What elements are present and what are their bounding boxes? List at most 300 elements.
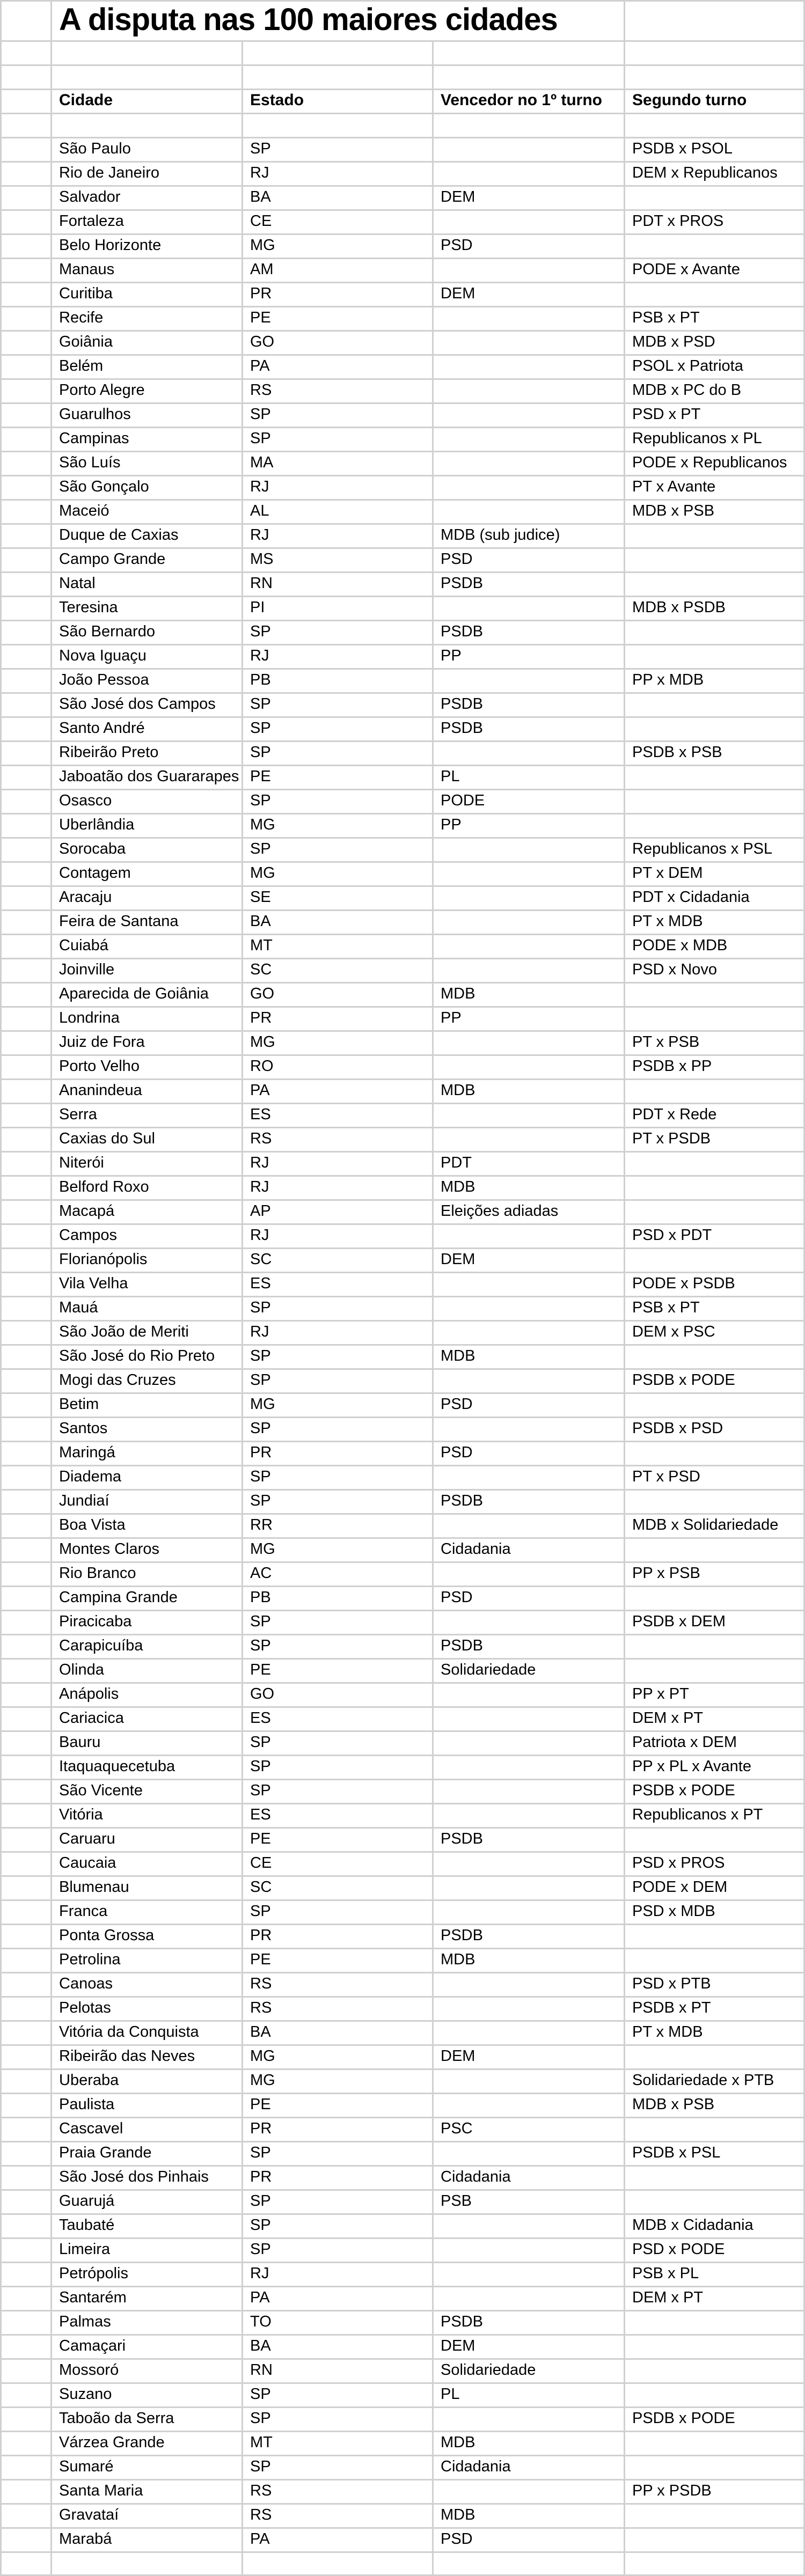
cell-estado[interactable]: PR xyxy=(243,283,434,307)
cell-segundo[interactable] xyxy=(625,984,805,1008)
cell-cidade[interactable]: Caruaru xyxy=(52,1829,243,1853)
cell-segundo[interactable]: Republicanos x PL xyxy=(625,428,805,452)
cell-segundo[interactable]: MDB x Solidariedade xyxy=(625,1515,805,1539)
cell-vencedor[interactable]: PP xyxy=(434,645,625,670)
cell-vencedor[interactable]: PL xyxy=(434,766,625,790)
cell-estado[interactable]: ES xyxy=(243,1273,434,1297)
cell-vencedor[interactable] xyxy=(434,1466,625,1491)
cell-segundo[interactable]: MDB x PSD xyxy=(625,332,805,356)
cell-vencedor[interactable] xyxy=(434,163,625,187)
cell-cidade[interactable]: São Paulo xyxy=(52,138,243,163)
cell-estado[interactable]: SP xyxy=(243,2384,434,2408)
cell-vencedor[interactable]: DEM xyxy=(434,2336,625,2360)
cell-vencedor[interactable]: PL xyxy=(434,2384,625,2408)
cell-segundo[interactable] xyxy=(625,645,805,670)
cell-cidade[interactable]: Campinas xyxy=(52,428,243,452)
cell-segundo[interactable] xyxy=(625,766,805,790)
cell-cidade[interactable]: Vitória xyxy=(52,1804,243,1829)
cell-segundo[interactable] xyxy=(625,718,805,742)
cell-estado[interactable]: SP xyxy=(243,1491,434,1515)
cell-vencedor[interactable] xyxy=(434,138,625,163)
cell-cidade[interactable]: Aracaju xyxy=(52,887,243,911)
cell-estado[interactable]: RJ xyxy=(243,1225,434,1249)
cell-segundo[interactable] xyxy=(625,2505,805,2529)
cell-estado[interactable]: MG xyxy=(243,1394,434,1418)
row-gutter-cell[interactable] xyxy=(0,1587,52,1611)
cell-segundo[interactable]: Republicanos x PT xyxy=(625,1804,805,1829)
row-gutter-cell[interactable] xyxy=(0,694,52,718)
cell-estado[interactable]: SP xyxy=(243,1466,434,1491)
cell-segundo[interactable] xyxy=(625,2432,805,2456)
row-gutter-cell[interactable] xyxy=(0,597,52,621)
cell-cidade[interactable]: Maceió xyxy=(52,501,243,525)
cell-cidade[interactable]: Campina Grande xyxy=(52,1587,243,1611)
row-gutter-cell[interactable] xyxy=(0,2167,52,2191)
cell-segundo[interactable]: PSB x PL xyxy=(625,2263,805,2287)
cell-cidade[interactable]: Porto Alegre xyxy=(52,380,243,404)
cell-vencedor[interactable] xyxy=(434,863,625,887)
row-gutter-cell[interactable] xyxy=(0,1394,52,1418)
cell-estado[interactable]: RN xyxy=(243,573,434,597)
cell-cidade[interactable]: Osasco xyxy=(52,790,243,814)
cell-segundo[interactable]: PSB x PT xyxy=(625,307,805,332)
row-gutter-cell[interactable] xyxy=(0,2311,52,2336)
cell-estado[interactable]: SP xyxy=(243,1346,434,1370)
empty-cell[interactable] xyxy=(625,42,805,66)
cell-cidade[interactable]: Belo Horizonte xyxy=(52,235,243,259)
cell-segundo[interactable]: Solidariedade x PTB xyxy=(625,2070,805,2094)
cell-estado[interactable]: PE xyxy=(243,1829,434,1853)
cell-cidade[interactable]: Teresina xyxy=(52,597,243,621)
row-gutter-cell[interactable] xyxy=(0,42,52,66)
cell-cidade[interactable]: Jundiaí xyxy=(52,1491,243,1515)
cell-estado[interactable]: SP xyxy=(243,621,434,645)
cell-vencedor[interactable] xyxy=(434,670,625,694)
cell-vencedor[interactable]: PODE xyxy=(434,790,625,814)
cell-cidade[interactable]: São José dos Pinhais xyxy=(52,2167,243,2191)
cell-estado[interactable]: SC xyxy=(243,1249,434,1273)
cell-estado[interactable]: AC xyxy=(243,1563,434,1587)
cell-cidade[interactable]: Aparecida de Goiânia xyxy=(52,984,243,1008)
cell-vencedor[interactable]: DEM xyxy=(434,1249,625,1273)
row-gutter-cell[interactable] xyxy=(0,1635,52,1660)
row-gutter-cell[interactable] xyxy=(0,2046,52,2070)
row-gutter-cell[interactable] xyxy=(0,356,52,380)
cell-segundo[interactable]: PSDB x PODE xyxy=(625,1780,805,1804)
cell-vencedor[interactable]: Cidadania xyxy=(434,2456,625,2480)
empty-cell[interactable] xyxy=(52,114,243,138)
cell-estado[interactable]: RJ xyxy=(243,645,434,670)
row-gutter-cell[interactable] xyxy=(0,2553,52,2576)
row-gutter-cell[interactable] xyxy=(0,1466,52,1491)
row-gutter-cell[interactable] xyxy=(0,621,52,645)
cell-vencedor[interactable] xyxy=(434,1780,625,1804)
cell-segundo[interactable] xyxy=(625,2336,805,2360)
cell-estado[interactable]: SP xyxy=(243,2142,434,2167)
cell-estado[interactable]: MT xyxy=(243,2432,434,2456)
cell-cidade[interactable]: Porto Velho xyxy=(52,1056,243,1080)
cell-estado[interactable]: RO xyxy=(243,1056,434,1080)
cell-cidade[interactable]: Cuiabá xyxy=(52,935,243,959)
cell-segundo[interactable] xyxy=(625,1635,805,1660)
cell-estado[interactable]: MG xyxy=(243,1539,434,1563)
cell-segundo[interactable]: PDT x Cidadania xyxy=(625,887,805,911)
row-gutter-cell[interactable] xyxy=(0,1056,52,1080)
cell-cidade[interactable]: Canoas xyxy=(52,1973,243,1998)
row-gutter-cell[interactable] xyxy=(0,2336,52,2360)
cell-segundo[interactable]: Republicanos x PSL xyxy=(625,839,805,863)
row-gutter-cell[interactable] xyxy=(0,2070,52,2094)
row-gutter-cell[interactable] xyxy=(0,935,52,959)
cell-segundo[interactable]: PSD x PODE xyxy=(625,2239,805,2263)
column-header-estado[interactable]: Estado xyxy=(243,90,434,114)
cell-vencedor[interactable]: MDB xyxy=(434,2432,625,2456)
cell-segundo[interactable]: PSDB x PODE xyxy=(625,1370,805,1394)
cell-estado[interactable]: MG xyxy=(243,814,434,839)
row-gutter-cell[interactable] xyxy=(0,1225,52,1249)
cell-vencedor[interactable] xyxy=(434,2142,625,2167)
cell-segundo[interactable]: PSD x PTB xyxy=(625,1973,805,1998)
row-gutter-cell[interactable] xyxy=(0,887,52,911)
cell-cidade[interactable]: Anápolis xyxy=(52,1684,243,1708)
cell-segundo[interactable] xyxy=(625,1249,805,1273)
cell-vencedor[interactable] xyxy=(434,1732,625,1756)
cell-vencedor[interactable]: PSDB xyxy=(434,1491,625,1515)
cell-vencedor[interactable] xyxy=(434,2480,625,2505)
cell-vencedor[interactable] xyxy=(434,1901,625,1925)
row-gutter-cell[interactable] xyxy=(0,66,52,90)
cell-vencedor[interactable]: MDB xyxy=(434,984,625,1008)
cell-cidade[interactable]: Várzea Grande xyxy=(52,2432,243,2456)
row-gutter-cell[interactable] xyxy=(0,187,52,211)
cell-cidade[interactable]: Caxias do Sul xyxy=(52,1128,243,1153)
row-gutter-cell[interactable] xyxy=(0,452,52,476)
cell-cidade[interactable]: Rio de Janeiro xyxy=(52,163,243,187)
cell-cidade[interactable]: Camaçari xyxy=(52,2336,243,2360)
row-gutter-cell[interactable] xyxy=(0,1370,52,1394)
cell-segundo[interactable] xyxy=(625,525,805,549)
cell-vencedor[interactable] xyxy=(434,1128,625,1153)
cell-vencedor[interactable] xyxy=(434,2239,625,2263)
empty-cell[interactable] xyxy=(243,42,434,66)
cell-vencedor[interactable]: PSDB xyxy=(434,1925,625,1949)
cell-segundo[interactable] xyxy=(625,2360,805,2384)
cell-vencedor[interactable] xyxy=(434,452,625,476)
cell-cidade[interactable]: Joinville xyxy=(52,959,243,984)
cell-estado[interactable]: SP xyxy=(243,1635,434,1660)
cell-vencedor[interactable]: PSB xyxy=(434,2191,625,2215)
row-gutter-cell[interactable] xyxy=(0,1273,52,1297)
cell-vencedor[interactable] xyxy=(434,404,625,428)
cell-vencedor[interactable] xyxy=(434,887,625,911)
cell-cidade[interactable]: Florianópolis xyxy=(52,1249,243,1273)
cell-vencedor[interactable] xyxy=(434,356,625,380)
cell-vencedor[interactable] xyxy=(434,742,625,766)
cell-cidade[interactable]: Piracicaba xyxy=(52,1611,243,1635)
cell-vencedor[interactable] xyxy=(434,911,625,935)
empty-cell[interactable] xyxy=(52,66,243,90)
cell-vencedor[interactable]: PSD xyxy=(434,1587,625,1611)
cell-segundo[interactable]: MDB x Cidadania xyxy=(625,2215,805,2239)
cell-vencedor[interactable]: Cidadania xyxy=(434,2167,625,2191)
row-gutter-cell[interactable] xyxy=(0,790,52,814)
cell-estado[interactable]: BA xyxy=(243,911,434,935)
cell-estado[interactable]: SP xyxy=(243,138,434,163)
cell-estado[interactable]: SP xyxy=(243,790,434,814)
row-gutter-cell[interactable] xyxy=(0,1925,52,1949)
cell-cidade[interactable]: Taboão da Serra xyxy=(52,2408,243,2432)
cell-vencedor[interactable] xyxy=(434,1998,625,2022)
cell-vencedor[interactable]: PSD xyxy=(434,549,625,573)
cell-cidade[interactable]: Recife xyxy=(52,307,243,332)
cell-cidade[interactable]: Petrópolis xyxy=(52,2263,243,2287)
row-gutter-cell[interactable] xyxy=(0,984,52,1008)
empty-cell[interactable] xyxy=(434,114,625,138)
cell-vencedor[interactable]: MDB xyxy=(434,1346,625,1370)
row-gutter-cell[interactable] xyxy=(0,645,52,670)
cell-segundo[interactable] xyxy=(625,621,805,645)
cell-vencedor[interactable]: PSD xyxy=(434,2529,625,2553)
cell-cidade[interactable]: Vitória da Conquista xyxy=(52,2022,243,2046)
cell-segundo[interactable]: MDB x PSB xyxy=(625,2094,805,2118)
row-gutter-cell[interactable] xyxy=(0,235,52,259)
empty-cell[interactable] xyxy=(52,2553,243,2576)
cell-cidade[interactable]: Franca xyxy=(52,1901,243,1925)
row-gutter-cell[interactable] xyxy=(0,1297,52,1322)
row-gutter-cell[interactable] xyxy=(0,1998,52,2022)
cell-estado[interactable]: AP xyxy=(243,1201,434,1225)
cell-estado[interactable]: BA xyxy=(243,2336,434,2360)
cell-vencedor[interactable] xyxy=(434,597,625,621)
cell-segundo[interactable] xyxy=(625,1346,805,1370)
cell-cidade[interactable]: Sumaré xyxy=(52,2456,243,2480)
cell-cidade[interactable]: Ribeirão das Neves xyxy=(52,2046,243,2070)
cell-segundo[interactable] xyxy=(625,1177,805,1201)
cell-vencedor[interactable] xyxy=(434,959,625,984)
cell-estado[interactable]: ES xyxy=(243,1104,434,1128)
cell-cidade[interactable]: Santo André xyxy=(52,718,243,742)
cell-estado[interactable]: RJ xyxy=(243,476,434,501)
cell-vencedor[interactable] xyxy=(434,307,625,332)
cell-cidade[interactable]: Cascavel xyxy=(52,2118,243,2142)
row-gutter-cell[interactable] xyxy=(0,814,52,839)
cell-vencedor[interactable]: PP xyxy=(434,814,625,839)
cell-estado[interactable]: RS xyxy=(243,1128,434,1153)
cell-vencedor[interactable] xyxy=(434,839,625,863)
cell-vencedor[interactable] xyxy=(434,1515,625,1539)
cell-segundo[interactable]: PSDB x PSOL xyxy=(625,138,805,163)
cell-vencedor[interactable]: PSDB xyxy=(434,621,625,645)
cell-estado[interactable]: SP xyxy=(243,742,434,766)
cell-estado[interactable]: SP xyxy=(243,1780,434,1804)
empty-cell[interactable] xyxy=(434,66,625,90)
row-gutter-cell[interactable] xyxy=(0,114,52,138)
cell-vencedor[interactable]: Solidariedade xyxy=(434,1660,625,1684)
cell-vencedor[interactable]: DEM xyxy=(434,283,625,307)
cell-vencedor[interactable]: MDB (sub judice) xyxy=(434,525,625,549)
cell-estado[interactable]: SP xyxy=(243,694,434,718)
row-gutter-cell[interactable] xyxy=(0,1973,52,1998)
cell-cidade[interactable]: São Luís xyxy=(52,452,243,476)
cell-segundo[interactable] xyxy=(625,1925,805,1949)
row-gutter-cell[interactable] xyxy=(0,1829,52,1853)
cell-vencedor[interactable] xyxy=(434,1370,625,1394)
cell-vencedor[interactable] xyxy=(434,1322,625,1346)
cell-vencedor[interactable]: PSDB xyxy=(434,694,625,718)
row-gutter-cell[interactable] xyxy=(0,1442,52,1466)
row-gutter-cell[interactable] xyxy=(0,863,52,887)
cell-cidade[interactable]: Duque de Caxias xyxy=(52,525,243,549)
cell-cidade[interactable]: São Bernardo xyxy=(52,621,243,645)
cell-cidade[interactable]: Natal xyxy=(52,573,243,597)
cell-cidade[interactable]: Londrina xyxy=(52,1008,243,1032)
cell-segundo[interactable]: PSD x Novo xyxy=(625,959,805,984)
cell-vencedor[interactable] xyxy=(434,1563,625,1587)
cell-segundo[interactable] xyxy=(625,1660,805,1684)
cell-vencedor[interactable] xyxy=(434,1708,625,1732)
cell-segundo[interactable] xyxy=(625,2384,805,2408)
cell-cidade[interactable]: Cariacica xyxy=(52,1708,243,1732)
row-gutter-cell[interactable] xyxy=(0,1563,52,1587)
cell-segundo[interactable]: PSDB x PSD xyxy=(625,1418,805,1442)
cell-vencedor[interactable] xyxy=(434,501,625,525)
cell-estado[interactable]: SP xyxy=(243,1297,434,1322)
cell-segundo[interactable] xyxy=(625,2046,805,2070)
cell-vencedor[interactable]: PSD xyxy=(434,235,625,259)
cell-cidade[interactable]: Campos xyxy=(52,1225,243,1249)
cell-estado[interactable]: MA xyxy=(243,452,434,476)
row-gutter-cell[interactable] xyxy=(0,670,52,694)
cell-estado[interactable]: BA xyxy=(243,187,434,211)
cell-cidade[interactable]: Boa Vista xyxy=(52,1515,243,1539)
column-header-cidade[interactable]: Cidade xyxy=(52,90,243,114)
cell-estado[interactable]: SP xyxy=(243,839,434,863)
cell-estado[interactable]: MG xyxy=(243,1032,434,1056)
empty-cell[interactable] xyxy=(434,2553,625,2576)
cell-estado[interactable]: PE xyxy=(243,766,434,790)
cell-estado[interactable]: RJ xyxy=(243,1153,434,1177)
row-gutter-cell[interactable] xyxy=(0,911,52,935)
cell-vencedor[interactable] xyxy=(434,2070,625,2094)
cell-estado[interactable]: SP xyxy=(243,1756,434,1780)
cell-vencedor[interactable]: Cidadania xyxy=(434,1539,625,1563)
row-gutter-cell[interactable] xyxy=(0,307,52,332)
row-gutter-cell[interactable] xyxy=(0,1901,52,1925)
cell-segundo[interactable] xyxy=(625,1394,805,1418)
cell-cidade[interactable]: Santos xyxy=(52,1418,243,1442)
column-header-vencedor[interactable]: Vencedor no 1º turno xyxy=(434,90,625,114)
cell-vencedor[interactable]: MDB xyxy=(434,1949,625,1973)
cell-segundo[interactable] xyxy=(625,2456,805,2480)
cell-cidade[interactable]: Gravataí xyxy=(52,2505,243,2529)
cell-segundo[interactable] xyxy=(625,1153,805,1177)
cell-segundo[interactable] xyxy=(625,1080,805,1104)
cell-cidade[interactable]: Blumenau xyxy=(52,1877,243,1901)
row-gutter-cell[interactable] xyxy=(0,1539,52,1563)
cell-estado[interactable]: RS xyxy=(243,1998,434,2022)
cell-segundo[interactable]: PSDB x PP xyxy=(625,1056,805,1080)
cell-vencedor[interactable] xyxy=(434,476,625,501)
cell-vencedor[interactable] xyxy=(434,1853,625,1877)
cell-estado[interactable]: GO xyxy=(243,332,434,356)
row-gutter-cell[interactable] xyxy=(0,1780,52,1804)
cell-estado[interactable]: ES xyxy=(243,1708,434,1732)
cell-cidade[interactable]: Guarujá xyxy=(52,2191,243,2215)
cell-segundo[interactable]: PSDB x DEM xyxy=(625,1611,805,1635)
cell-segundo[interactable]: DEM x Republicanos xyxy=(625,163,805,187)
cell-segundo[interactable] xyxy=(625,814,805,839)
cell-segundo[interactable] xyxy=(625,694,805,718)
cell-vencedor[interactable]: Eleições adiadas xyxy=(434,1201,625,1225)
cell-segundo[interactable]: PSD x MDB xyxy=(625,1901,805,1925)
cell-segundo[interactable] xyxy=(625,235,805,259)
cell-segundo[interactable] xyxy=(625,1829,805,1853)
cell-vencedor[interactable] xyxy=(434,332,625,356)
cell-vencedor[interactable] xyxy=(434,2287,625,2311)
row-gutter-cell[interactable] xyxy=(0,549,52,573)
cell-cidade[interactable]: Maringá xyxy=(52,1442,243,1466)
row-gutter-cell[interactable] xyxy=(0,138,52,163)
cell-cidade[interactable]: Pelotas xyxy=(52,1998,243,2022)
cell-cidade[interactable]: Palmas xyxy=(52,2311,243,2336)
cell-estado[interactable]: PE xyxy=(243,1949,434,1973)
cell-cidade[interactable]: Caucaia xyxy=(52,1853,243,1877)
cell-estado[interactable]: GO xyxy=(243,984,434,1008)
cell-vencedor[interactable] xyxy=(434,1756,625,1780)
cell-estado[interactable]: AM xyxy=(243,259,434,283)
cell-estado[interactable]: SP xyxy=(243,404,434,428)
cell-cidade[interactable]: Marabá xyxy=(52,2529,243,2553)
cell-segundo[interactable] xyxy=(625,1587,805,1611)
row-gutter-cell[interactable] xyxy=(0,1708,52,1732)
cell-vencedor[interactable] xyxy=(434,259,625,283)
row-gutter-cell[interactable] xyxy=(0,1877,52,1901)
cell-vencedor[interactable] xyxy=(434,1804,625,1829)
cell-cidade[interactable]: Macapá xyxy=(52,1201,243,1225)
cell-segundo[interactable]: PP x PL x Avante xyxy=(625,1756,805,1780)
cell-cidade[interactable]: Vila Velha xyxy=(52,1273,243,1297)
cell-cidade[interactable]: São Gonçalo xyxy=(52,476,243,501)
cell-cidade[interactable]: São José do Rio Preto xyxy=(52,1346,243,1370)
cell-cidade[interactable]: Diadema xyxy=(52,1466,243,1491)
cell-estado[interactable]: PA xyxy=(243,1080,434,1104)
cell-segundo[interactable] xyxy=(625,573,805,597)
cell-estado[interactable]: TO xyxy=(243,2311,434,2336)
cell-cidade[interactable]: Mauá xyxy=(52,1297,243,1322)
cell-vencedor[interactable]: PSD xyxy=(434,1394,625,1418)
cell-cidade[interactable]: Feira de Santana xyxy=(52,911,243,935)
cell-estado[interactable]: SP xyxy=(243,1611,434,1635)
row-gutter-cell[interactable] xyxy=(0,2456,52,2480)
cell-segundo[interactable] xyxy=(625,2167,805,2191)
cell-cidade[interactable]: Petrolina xyxy=(52,1949,243,1973)
column-header-segundo[interactable]: Segundo turno xyxy=(625,90,805,114)
row-gutter-cell[interactable] xyxy=(0,1201,52,1225)
cell-estado[interactable]: SP xyxy=(243,1901,434,1925)
cell-vencedor[interactable] xyxy=(434,2263,625,2287)
cell-vencedor[interactable] xyxy=(434,2094,625,2118)
cell-segundo[interactable]: PP x PSDB xyxy=(625,2480,805,2505)
cell-cidade[interactable]: Praia Grande xyxy=(52,2142,243,2167)
cell-segundo[interactable]: PODE x Avante xyxy=(625,259,805,283)
cell-segundo[interactable] xyxy=(625,2118,805,2142)
row-gutter-cell[interactable] xyxy=(0,259,52,283)
cell-segundo[interactable]: PSDB x PT xyxy=(625,1998,805,2022)
cell-estado[interactable]: SP xyxy=(243,1732,434,1756)
cell-vencedor[interactable]: PSDB xyxy=(434,2311,625,2336)
cell-vencedor[interactable]: PSC xyxy=(434,2118,625,2142)
row-gutter-cell[interactable] xyxy=(0,1346,52,1370)
